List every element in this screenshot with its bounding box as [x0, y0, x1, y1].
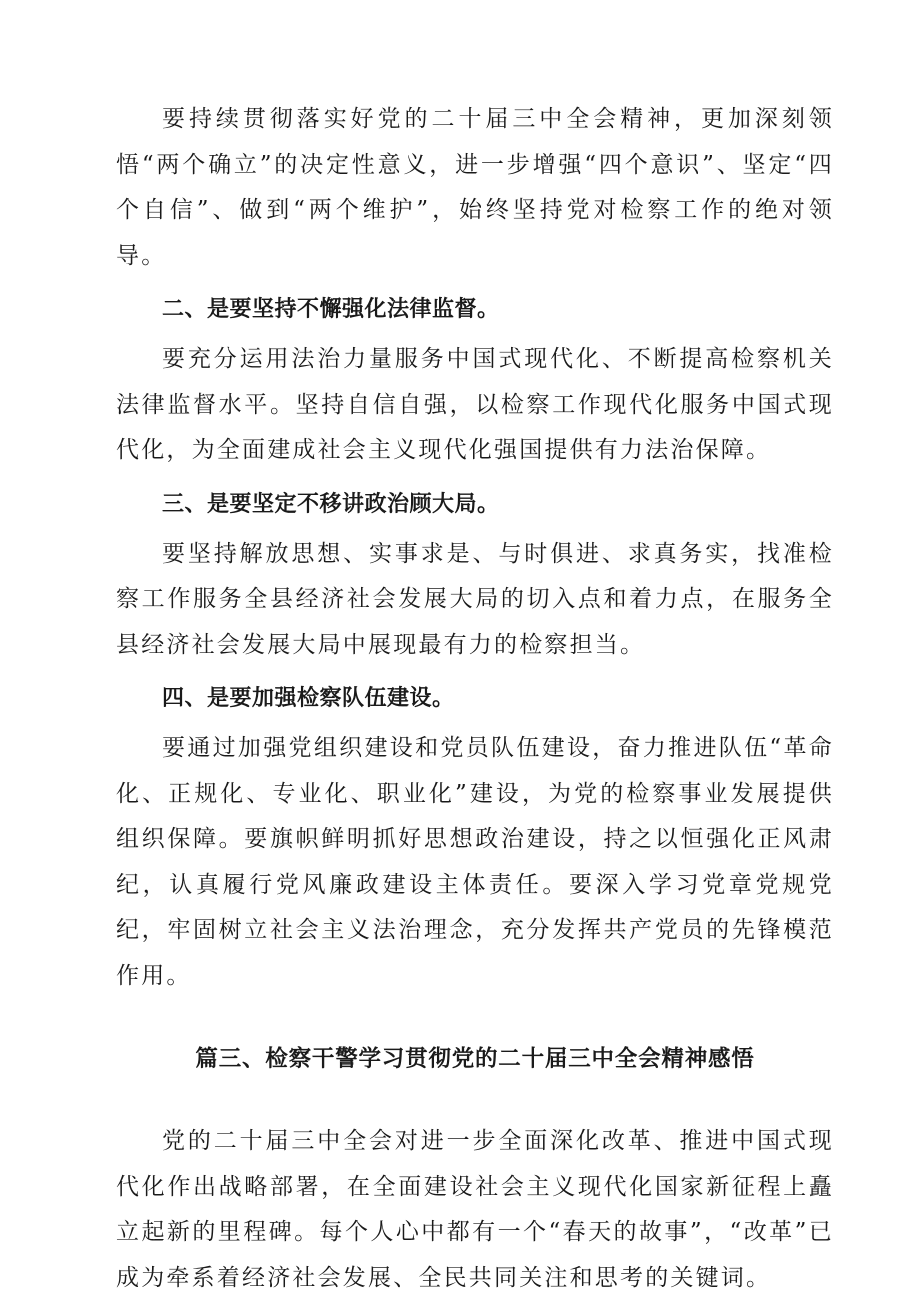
section-paragraph-4: 要通过加强党组织建设和党员队伍建设，奋力推进队伍“革命化、正规化、专业化、职业化”建设，为党的检察事业发展提供组织保障。要旗帜鲜明抓好思想政治建设，持之以恒强化正风肃纪，认真履行党风廉政建设主体责任。要深入学习党章党规党纪，牢固树立社会主义法治理念，充分发挥共产党员的先锋模范作用。	[116, 735, 834, 989]
article-title: 篇三、检察干警学习贯彻党的二十届三中全会精神感悟	[195, 1046, 755, 1072]
section-heading-4: 四、是要加强检察队伍建设。	[162, 686, 455, 711]
intro-paragraph: 要持续贯彻落实好党的二十届三中全会精神，更加深刻领悟“两个确立”的决定性意义，进一步增强“四个意识”、坚定“四个自信”、做到“两个维护”，始终坚持党对检察工作的绝对领导。	[116, 106, 834, 269]
article-paragraph: 党的二十届三中全会对进一步全面深化改革、推进中国式现代化作出战略部署，在全面建设社会主义现代化国家新征程上矗立起新的里程碑。每个人心中都有一个“春天的故事”，“改革”已成为牵系着经济社会发展、全民共同关注和思考的关键词。	[116, 1128, 834, 1291]
section-paragraph-2: 要充分运用法治力量服务中国式现代化、不断提高检察机关法律监督水平。坚持自信自强，以检察工作现代化服务中国式现代化，为全面建成社会主义现代化强国提供有力法治保障。	[116, 346, 834, 463]
section-paragraph-3: 要坚持解放思想、实事求是、与时俱进、求真务实，找准检察工作服务全县经济社会发展大局的切入点和着力点，在服务全县经济社会发展大局中展现最有力的检察担当。	[116, 540, 834, 658]
section-heading-2: 二、是要坚持不懈强化法律监督。	[162, 297, 500, 322]
section-heading-3: 三、是要坚定不移讲政治顾大局。	[162, 491, 500, 517]
document-body	[116, 97, 834, 1301]
